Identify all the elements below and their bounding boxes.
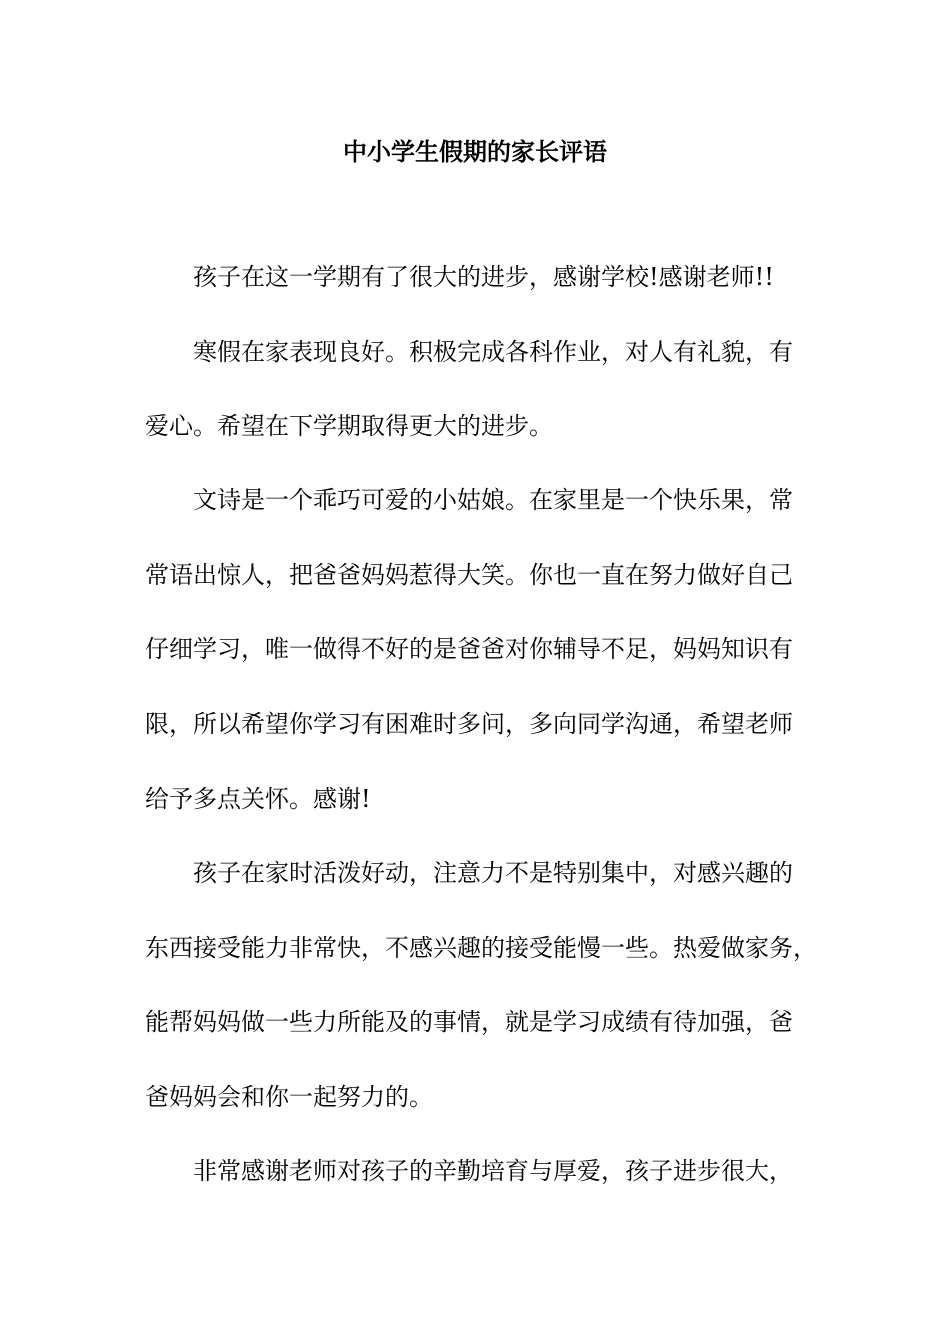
paragraph-line: 寒假在家表现良好。积极完成各科作业，对人有礼貌，有	[193, 338, 793, 366]
paragraph-line: 爱心。希望在下学期取得更大的进步。	[145, 412, 553, 440]
paragraph-line: 爸妈妈会和你一起努力的。	[145, 1083, 433, 1111]
paragraph-line: 孩子在这一学期有了很大的进步，感谢学校!感谢老师!!	[193, 263, 774, 291]
paragraph-line: 孩子在家时活泼好动，注意力不是特别集中，对感兴趣的	[193, 859, 793, 887]
document-title: 中小学生假期的家长评语	[343, 137, 607, 166]
paragraph-line: 常语出惊人，把爸爸妈妈惹得大笑。你也一直在努力做好自己	[145, 561, 793, 589]
paragraph-line: 能帮妈妈做一些力所能及的事情，就是学习成绩有待加强，爸	[145, 1008, 793, 1036]
paragraph-line: 文诗是一个乖巧可爱的小姑娘。在家里是一个快乐果，常	[193, 486, 793, 514]
paragraph-line: 给予多点关怀。感谢!	[145, 785, 371, 813]
paragraph-line: 仔细学习，唯一做得不好的是爸爸对你辅导不足，妈妈知识有	[145, 635, 793, 663]
paragraph-line: 东西接受能力非常快，不感兴趣的接受能慢一些。热爱做家务，	[145, 934, 817, 962]
paragraph-line: 限，所以希望你学习有困难时多问，多向同学沟通，希望老师	[145, 710, 793, 738]
paragraph-line: 非常感谢老师对孩子的辛勤培育与厚爱，孩子进步很大，	[193, 1157, 793, 1185]
